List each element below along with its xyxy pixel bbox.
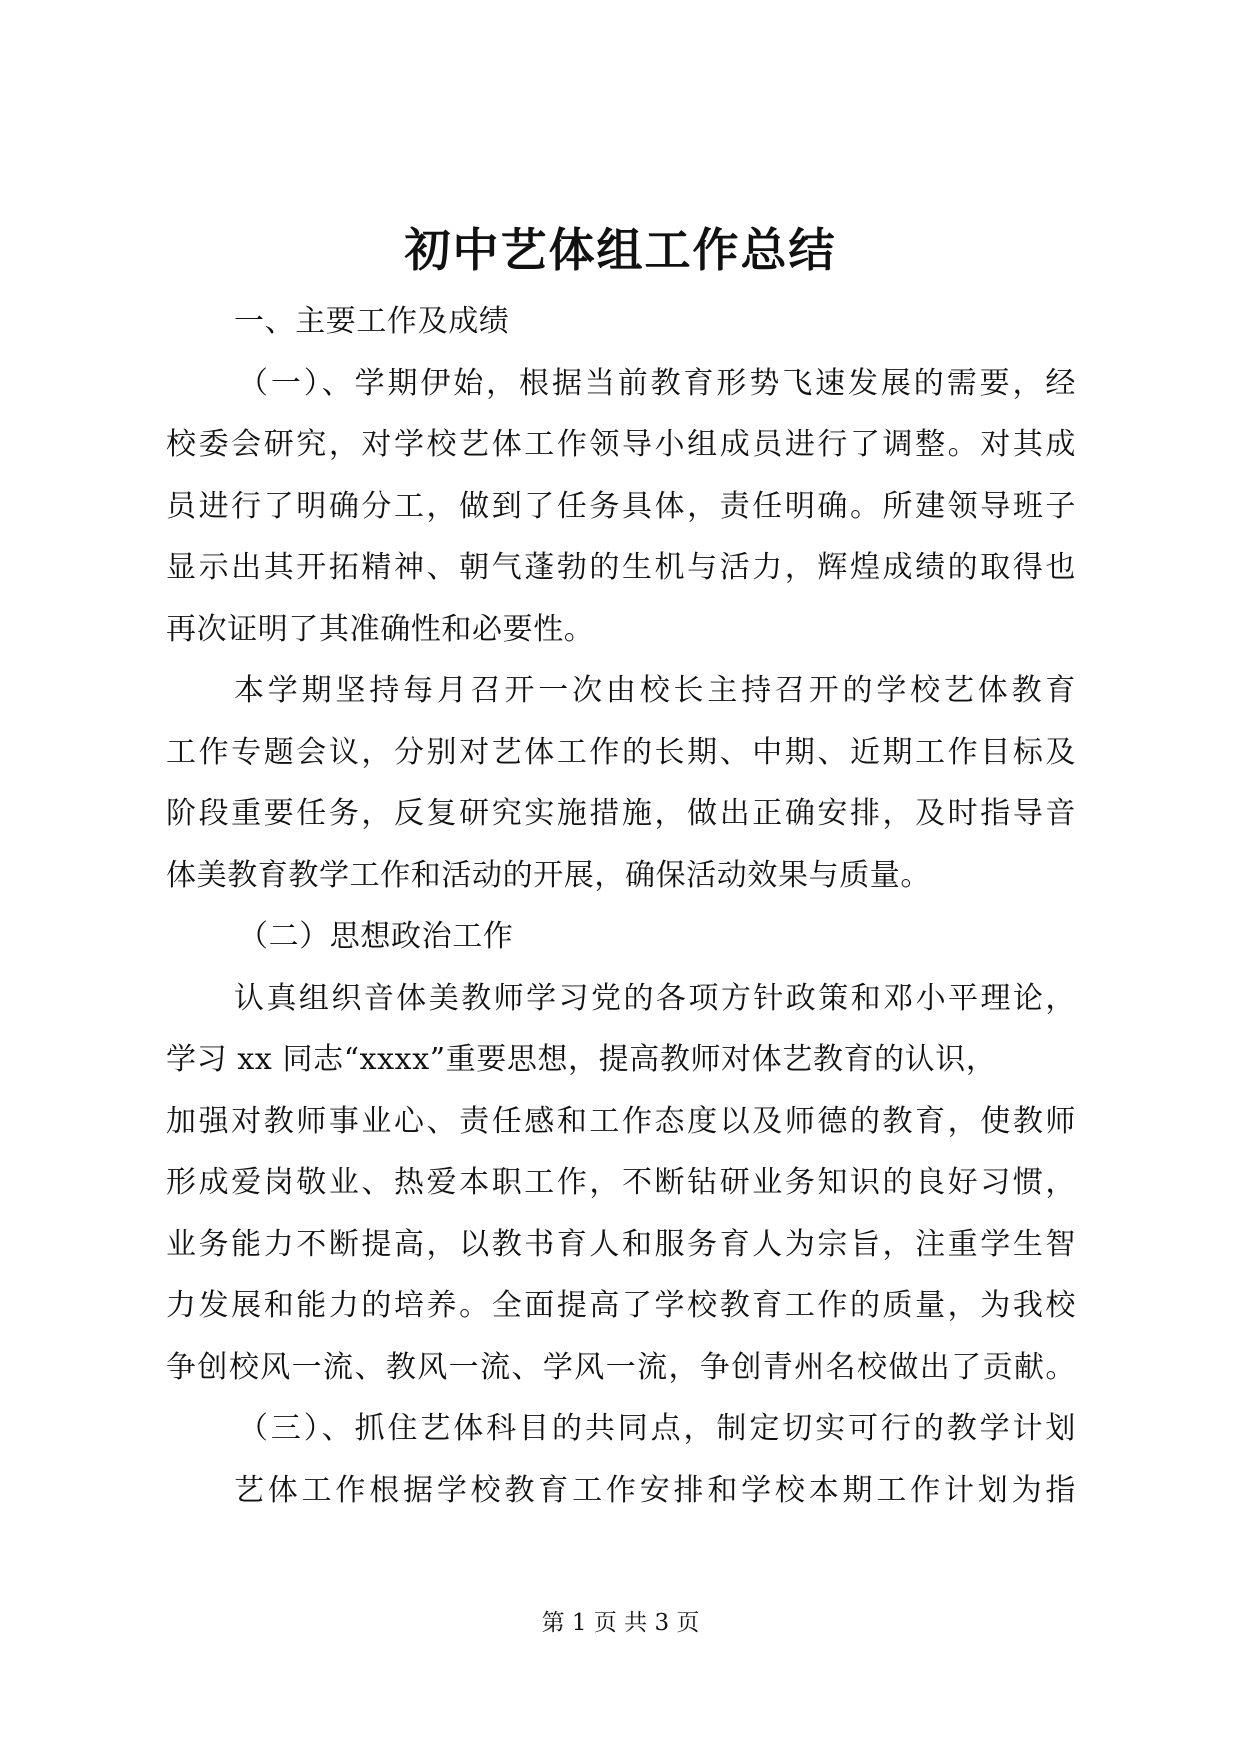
paragraph-line: 阶段重要任务，反复研究实施措施，做出正确安排，及时指导音	[166, 796, 1076, 831]
paragraph-line: 争创校风一流、教风一流、学风一流，争创青州名校做出了贡献。	[166, 1349, 1076, 1385]
document-body	[166, 291, 1076, 1521]
document-title: 初中艺体组工作总结	[404, 223, 837, 277]
paragraph-line: 力发展和能力的培养。全面提高了学校教育工作的质量，为我校	[166, 1288, 1076, 1323]
section-heading: （二）思想政治工作	[238, 919, 514, 954]
paragraph-line: 认真组织音体美教师学习党的各项方针政策和邓小平理论，	[234, 980, 1076, 1016]
paragraph-line: 体美教育教学工作和活动的开展，确保活动效果与质量。	[166, 857, 931, 893]
paragraph-line: 再次证明了其准确性和必要性。	[166, 611, 595, 647]
paragraph-line: 本学期坚持每月召开一次由校长主持召开的学校艺体教育	[234, 673, 1076, 708]
section-heading: 一、主要工作及成绩	[234, 304, 510, 339]
page-footer: 第 1 页 共 3 页	[541, 1610, 700, 1636]
paragraph-line: （一）、学期伊始，根据当前教育形势飞速发展的需要，经	[238, 365, 1076, 401]
paragraph-line: 员进行了明确分工，做到了任务具体，责任明确。所建领导班子	[166, 488, 1076, 524]
paragraph-line: 学习 xx 同志“xxxx”重要思想，提高教师对体艺教育的认识，	[166, 1042, 997, 1077]
paragraph-line: 艺体工作根据学校教育工作安排和学校本期工作计划为指	[234, 1472, 1076, 1508]
paragraph-line: 校委会研究，对学校艺体工作领导小组成员进行了调整。对其成	[166, 427, 1076, 462]
section-heading: （三）、抓住艺体科目的共同点，制定切实可行的教学计划	[238, 1411, 1076, 1446]
paragraph-line: 加强对教师事业心、责任感和工作态度以及师德的教育，使教师	[166, 1103, 1076, 1139]
paragraph-line: 工作专题会议，分别对艺体工作的长期、中期、近期工作目标及	[166, 734, 1076, 770]
paragraph-line: 业务能力不断提高，以教书育人和服务育人为宗旨，注重学生智	[166, 1226, 1076, 1262]
paragraph-line: 形成爱岗敬业、热爱本职工作，不断钻研业务知识的良好习惯，	[166, 1165, 1076, 1200]
paragraph-line: 显示出其开拓精神、朝气蓬勃的生机与活力，辉煌成绩的取得也	[166, 550, 1076, 585]
